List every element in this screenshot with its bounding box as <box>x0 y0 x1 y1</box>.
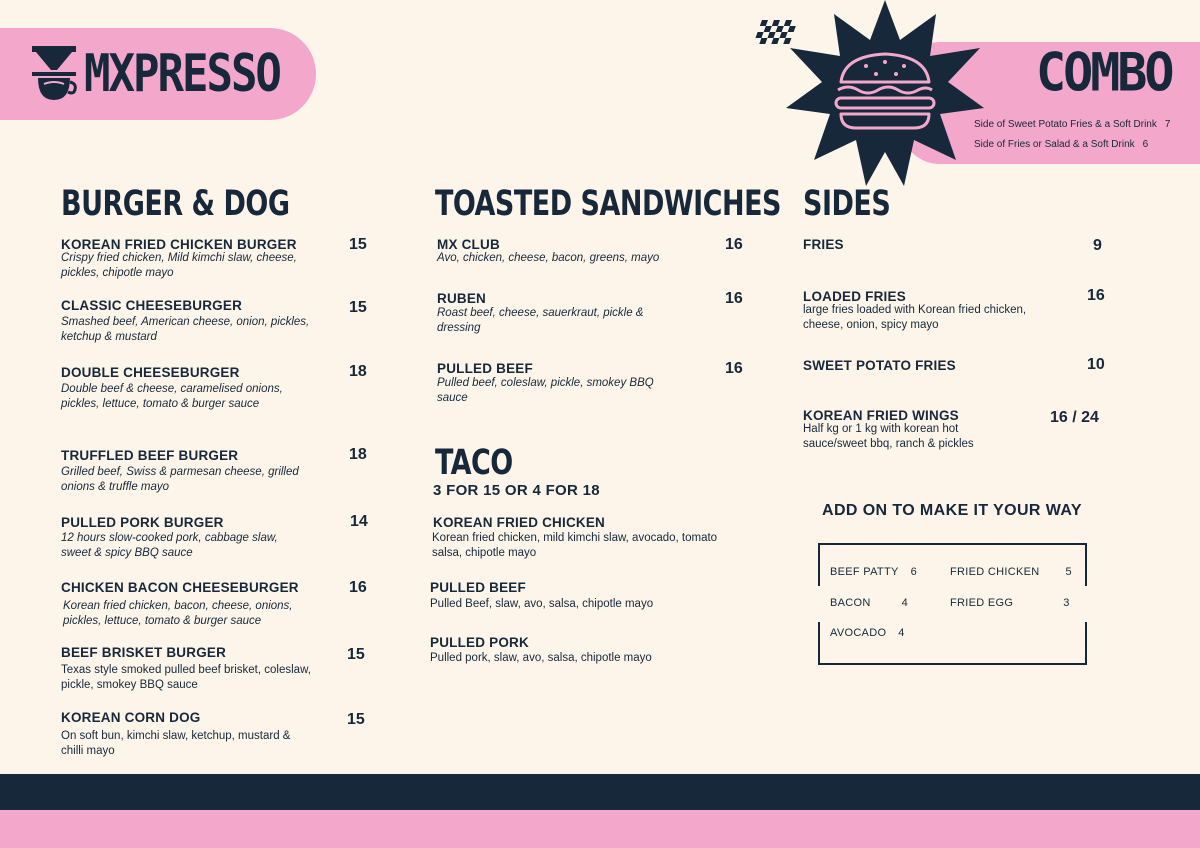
menu-item-desc: Texas style smoked pulled beef brisket, coleslaw, pickle, smokey BBQ sauce <box>61 664 311 691</box>
menu-item-price: 16 / 24 <box>1050 409 1099 426</box>
menu-item-name: MX CLUB <box>437 237 500 252</box>
menu-item-price: 15 <box>347 711 365 728</box>
section-title-toasted-sandwiches: TOASTED SANDWICHES <box>435 184 781 225</box>
menu-item-desc: 12 hours slow-cooked pork, cabbage slaw, sweet & spicy BBQ sauce <box>61 532 278 559</box>
menu-item-price: 15 <box>349 299 367 316</box>
menu-item-price: 16 <box>349 579 367 596</box>
menu-item-desc: Crispy fried chicken, Mild kimchi slaw, cheese, pickles, chipotle mayo <box>61 252 297 279</box>
menu-item-desc: large fries loaded with Korean fried chicken, cheese, onion, spicy mayo <box>803 304 1027 331</box>
menu-item-name: KOREAN FRIED WINGS <box>803 408 959 423</box>
menu-item-name: PULLED PORK <box>430 635 529 650</box>
menu-item-name: PULLED BEEF <box>437 361 533 376</box>
menu-item-price: 18 <box>349 363 367 380</box>
addon-item: FRIED EGG 3 <box>950 597 1070 609</box>
hourglass-cup-logo-icon <box>30 46 78 104</box>
menu-item-desc: Korean fried chicken, mild kimchi slaw, avocado, tomato salsa, chipotle mayo <box>432 532 718 559</box>
section-title-burger-dog: BURGER & DOG <box>61 184 290 225</box>
menu-item-desc: Grilled beef, Swiss & parmesan cheese, grilled onions & truffle mayo <box>61 466 299 493</box>
menu-item-price: 16 <box>725 290 743 307</box>
menu-item-desc: Korean fried chicken, bacon, cheese, onions, pickles, lettuce, tomato & burger sauce <box>63 600 293 627</box>
menu-item-price: 18 <box>349 446 367 463</box>
menu-item-price: 10 <box>1087 356 1105 373</box>
menu-item-name: KOREAN CORN DOG <box>61 710 201 725</box>
menu-item-desc: Pulled beef, coleslaw, pickle, smokey BBQ sauce <box>437 377 654 404</box>
menu-item-price: 15 <box>349 236 367 253</box>
menu-item-desc: Half kg or 1 kg with korean hot sauce/sweet bbq, ranch & pickles <box>803 423 974 450</box>
menu-item-desc: Pulled pork, slaw, avo, salsa, chipotle mayo <box>430 652 652 664</box>
combo-title: COMBO <box>1036 42 1172 103</box>
menu-item-name: KOREAN FRIED CHICKEN BURGER <box>61 237 297 252</box>
footer-band-dark <box>0 774 1200 810</box>
menu-item-price: 9 <box>1093 237 1102 254</box>
menu-item-name: CLASSIC CHEESEBURGER <box>61 298 243 313</box>
footer-band-pink <box>0 810 1200 848</box>
menu-item-name: BEEF BRISKET BURGER <box>61 645 227 660</box>
addon-item: BACON 4 <box>830 597 909 609</box>
menu-item-desc: Double beef & cheese, caramelised onions, pickles, lettuce, tomato & burger sauce <box>61 383 283 410</box>
combo-option: Side of Sweet Potato Fries & a Soft Drink 7 <box>974 119 1171 130</box>
menu-item-name: PULLED PORK BURGER <box>61 515 224 530</box>
menu-item-name: FRIES <box>803 237 844 252</box>
section-title-sides: SIDES <box>803 184 891 225</box>
menu-item-desc: On soft bun, kimchi slaw, ketchup, mustard & chilli mayo <box>61 730 291 757</box>
burger-icon <box>786 0 984 186</box>
menu-item-name: TRUFFLED BEEF BURGER <box>61 448 239 463</box>
brand-logo: MXPRESSO <box>84 44 280 105</box>
addon-item: FRIED CHICKEN 5 <box>950 566 1072 578</box>
menu-item-desc: Pulled Beef, slaw, avo, salsa, chipotle mayo <box>430 598 654 610</box>
menu-item-name: PULLED BEEF <box>430 580 526 595</box>
menu-item-desc: Avo, chicken, cheese, bacon, greens, mayo <box>437 252 660 264</box>
menu-item-desc: Roast beef, cheese, sauerkraut, pickle & dressing <box>437 307 644 334</box>
menu-item-price: 15 <box>347 646 365 663</box>
menu-item-name: RUBEN <box>437 291 487 306</box>
menu-item-name: KOREAN FRIED CHICKEN <box>433 515 606 530</box>
menu-item-name: CHICKEN BACON CHEESEBURGER <box>61 580 299 595</box>
menu-item-name: SWEET POTATO FRIES <box>803 358 956 373</box>
addon-item: BEEF PATTY 6 <box>830 566 918 578</box>
menu-item-price: 16 <box>725 236 743 253</box>
menu-item-desc: Smashed beef, American cheese, onion, pickles, ketchup & mustard <box>61 316 310 343</box>
menu-item-name: DOUBLE CHEESEBURGER <box>61 365 240 380</box>
menu-item-name: LOADED FRIES <box>803 289 906 304</box>
menu-item-price: 14 <box>350 513 368 530</box>
menu-item-price: 16 <box>1087 287 1105 304</box>
combo-option: Side of Fries or Salad & a Soft Drink 6 <box>974 139 1149 150</box>
taco-pricing: 3 FOR 15 OR 4 FOR 18 <box>433 482 600 499</box>
addons-title: ADD ON TO MAKE IT YOUR WAY <box>822 502 1082 519</box>
menu-item-price: 16 <box>725 360 743 377</box>
addon-item: AVOCADO 4 <box>830 627 905 639</box>
section-title-taco: TACO <box>435 443 513 484</box>
